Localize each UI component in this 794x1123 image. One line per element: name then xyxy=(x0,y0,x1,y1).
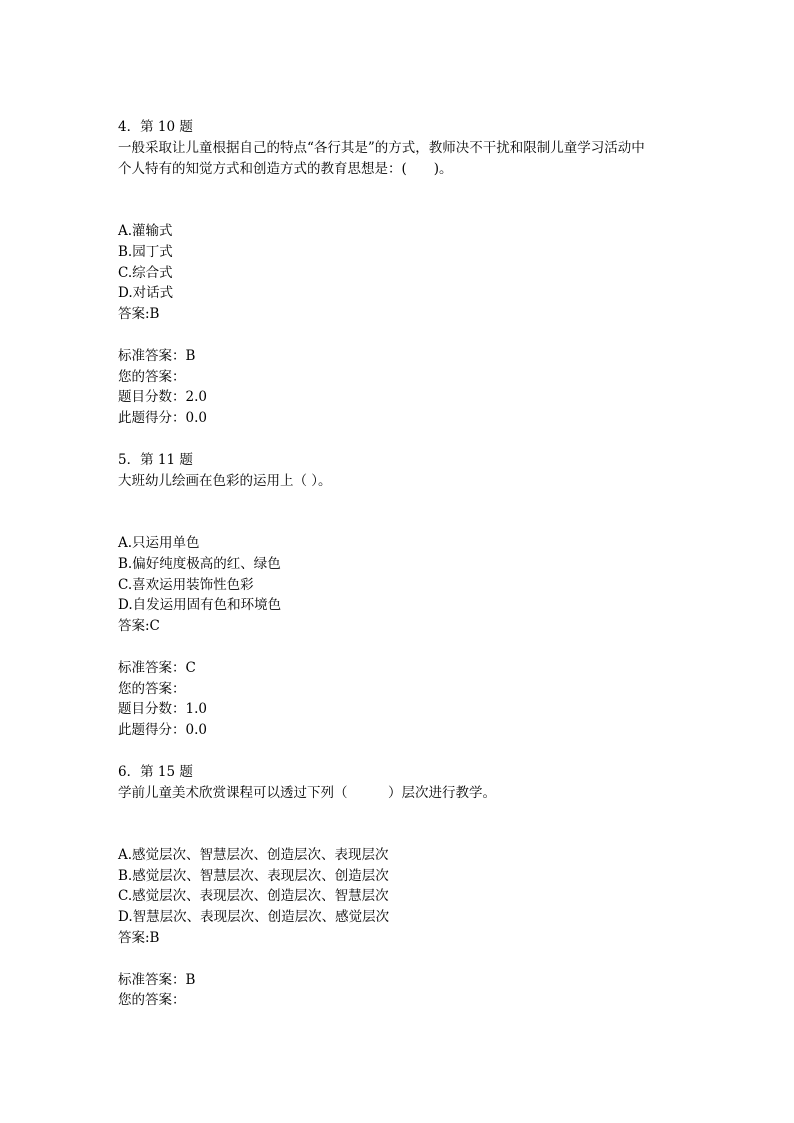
standard-answer: 标准答案：B xyxy=(118,347,196,364)
option-b: B.感觉层次、智慧层次、表现层次、创造层次 xyxy=(118,867,389,884)
earned-score: 此题得分：0.0 xyxy=(118,722,207,739)
option-d: D.对话式 xyxy=(118,285,174,302)
option-d: D.自发运用固有色和环境色 xyxy=(118,597,282,614)
question-score: 题目分数：1.0 xyxy=(118,701,207,718)
question-stem-line: 个人特有的知觉方式和创造方式的教育思想是：( )。 xyxy=(118,160,453,177)
your-answer: 您的答案： xyxy=(118,680,186,697)
question-block xyxy=(118,117,718,450)
option-a: A.感觉层次、智慧层次、创造层次、表现层次 xyxy=(118,846,389,863)
option-c: C.感觉层次、表现层次、创造层次、智慧层次 xyxy=(118,888,389,905)
standard-answer: 标准答案：B xyxy=(118,971,196,988)
question-header: 6．第 15 题 xyxy=(118,763,193,780)
question-block xyxy=(118,450,718,762)
option-a: A.灌输式 xyxy=(118,222,173,239)
answer-line: 答案:C xyxy=(118,618,160,635)
question-stem-line: 大班幼儿绘画在色彩的运用上（ ）。 xyxy=(118,472,332,489)
question-block xyxy=(118,762,718,1012)
question-stem-line: 一般采取让儿童根据自己的特点“各行其是”的方式，教师决不干扰和限制儿童学习活动中 xyxy=(118,139,645,156)
option-c: C.喜欢运用装饰性色彩 xyxy=(118,576,254,593)
option-a: A.只运用单色 xyxy=(118,534,200,551)
option-c: C.综合式 xyxy=(118,264,173,281)
your-answer: 您的答案： xyxy=(118,368,186,385)
question-header: 5．第 11 题 xyxy=(118,451,193,468)
your-answer: 您的答案： xyxy=(118,992,186,1009)
question-stem-line: 学前儿童美术欣赏课程可以透过下列（ ）层次进行教学。 xyxy=(118,784,496,801)
question-header: 4．第 10 题 xyxy=(118,119,193,135)
option-b: B.园丁式 xyxy=(118,243,173,260)
earned-score: 此题得分：0.0 xyxy=(118,410,207,427)
option-b: B.偏好纯度极高的红、绿色 xyxy=(118,555,281,572)
answer-line: 答案:B xyxy=(118,306,160,323)
option-d: D.智慧层次、表现层次、创造层次、感觉层次 xyxy=(118,909,390,926)
standard-answer: 标准答案：C xyxy=(118,659,196,676)
document-page xyxy=(118,117,718,1011)
question-score: 题目分数：2.0 xyxy=(118,389,207,406)
answer-line: 答案:B xyxy=(118,930,160,947)
